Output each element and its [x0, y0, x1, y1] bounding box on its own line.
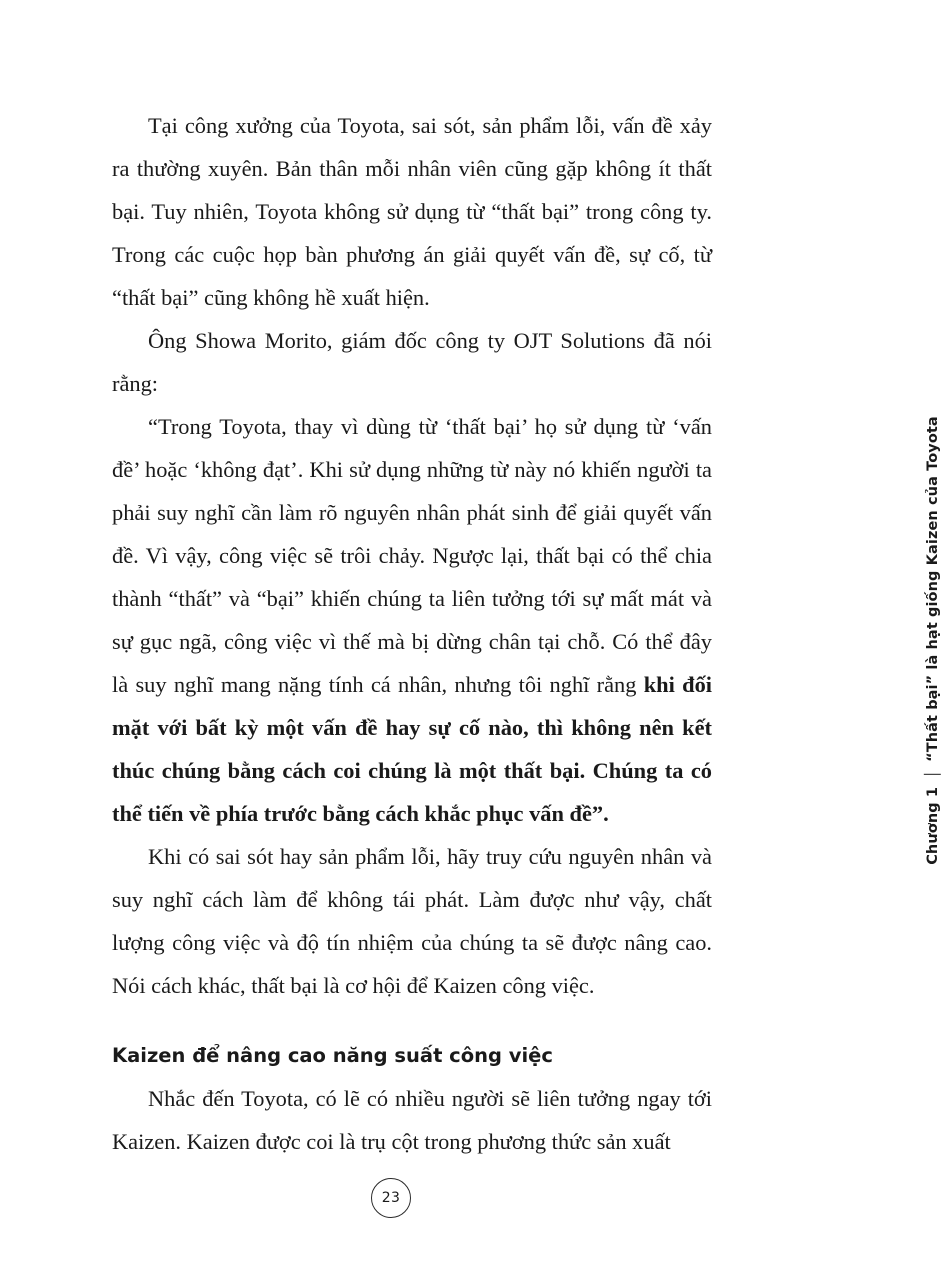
quote-paragraph: [112, 405, 712, 835]
running-head-divider: [924, 773, 941, 774]
quote-lead: “Trong Toyota, thay vì dùng từ ‘thất bại’ họ sử dụng từ ‘vấn đề’ hoặc ‘không đạt’. Khi sử dụng những từ này nó khiến người ta phải suy nghĩ cần làm rõ nguyên nhân phát sinh để giải quyết vấn đề. Vì vậy, công việc sẽ trôi chảy. Ngược lại, thất bại có thể chia thành “thất” và “bại” khiến chúng ta liên tưởng tới sự mất mát và sự gục ngã, công việc vì thế mà bị dừng chân tại chỗ. Có thể đây là suy nghĩ mang nặng tính cá nhân, nhưng tôi nghĩ rằng: [112, 414, 712, 697]
paragraph: Ông Showa Morito, giám đốc công ty OJT Solutions đã nói rằng:: [112, 328, 712, 396]
quote-tail: ”.: [591, 801, 609, 826]
running-head-inner: [924, 416, 941, 865]
running-head-title: “Thất bại” là hạt giống Kaizen của Toyota: [924, 415, 941, 762]
text-column: [112, 104, 712, 1163]
page-footer: [0, 1178, 800, 1218]
running-head-chapter: Chương 1: [924, 786, 941, 865]
paragraph: Khi có sai sót hay sản phẩm lỗi, hãy truy cứu nguyên nhân và suy nghĩ cách làm để không tái phát. Làm được như vậy, chất lượng công việc và độ tín nhiệm của chúng ta sẽ được nâng cao. Nói cách khác, thất bại là cơ hội để Kaizen công việc.: [112, 844, 712, 998]
running-head: [708, 0, 941, 1280]
quote-emphasis: khi đối mặt với bất kỳ một vấn đề hay sự cố nào, thì không nên kết thúc chúng bằng cách coi chúng là một thất bại. Chúng ta có thể tiến về phía trước bằng cách khắc phục vấn đề: [112, 672, 712, 826]
section-subheading: Kaizen để nâng cao năng suất công việc: [112, 1044, 553, 1067]
paragraph: Nhắc đến Toyota, có lẽ có nhiều người sẽ liên tưởng ngay tới Kaizen. Kaizen được coi là trụ cột trong phương thức sản xuất: [112, 1086, 712, 1154]
page-number: 23: [371, 1178, 411, 1218]
paragraph: Tại công xưởng của Toyota, sai sót, sản phẩm lỗi, vấn đề xảy ra thường xuyên. Bản thân mỗi nhân viên cũng gặp không ít thất bại. Tuy nhiên, Toyota không sử dụng từ “thất bại” trong công ty. Trong các cuộc họp bàn phương án giải quyết vấn đề, sự cố, từ “thất bại” cũng không hề xuất hiện.: [112, 113, 712, 310]
